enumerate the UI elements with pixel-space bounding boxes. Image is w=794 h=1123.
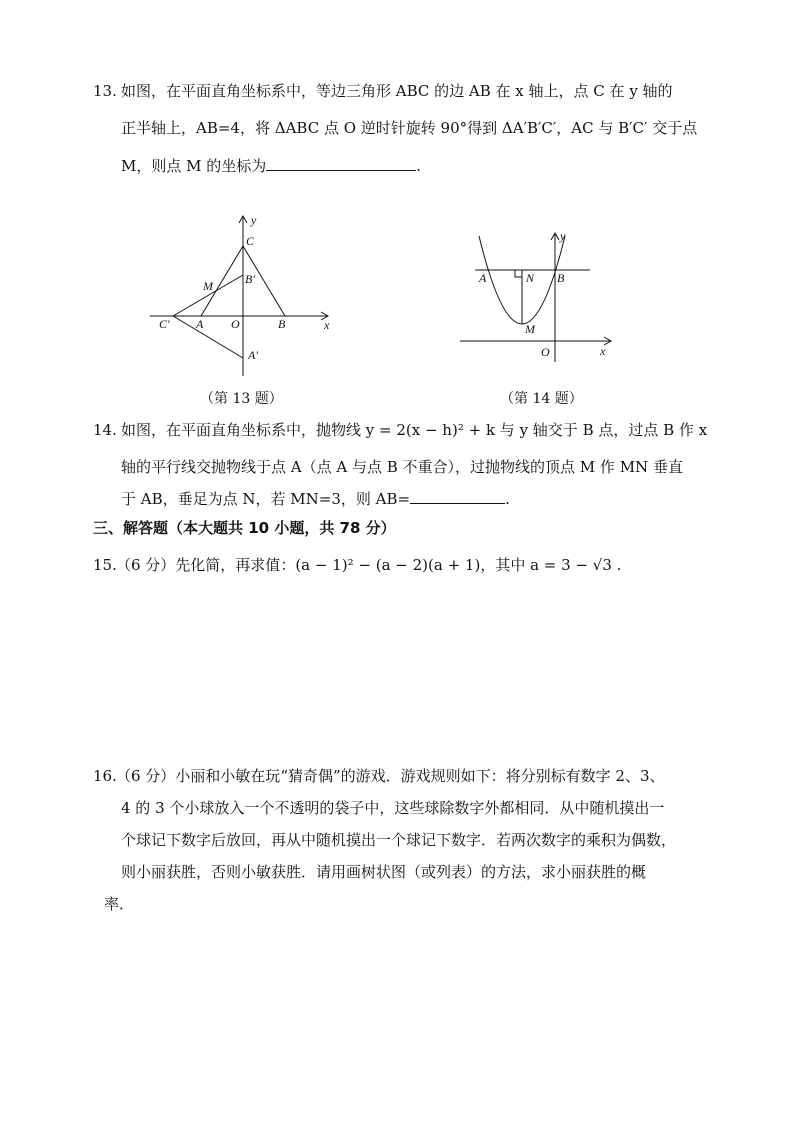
fig14-label-O: O xyxy=(541,345,550,359)
fig13-label-B: B xyxy=(278,317,286,331)
q16-line3: 个球记下数字后放回，再从中随机摸出一个球记下数字．若两次数字的乘积为偶数， xyxy=(121,831,677,849)
fig14-label-x: x xyxy=(600,344,606,358)
q14-line3: 于 AB，垂足为点 N，若 MN=3，则 AB= xyxy=(121,490,411,508)
fig13-label-B1: B′ xyxy=(245,272,255,286)
fig13-label-M: M xyxy=(203,279,213,293)
q14-line2: 轴的平行线交抛物线于点 A（点 A 与点 B 不重合），过抛物线的顶点 M 作 MN 垂直 xyxy=(121,458,683,476)
figure-13-caption: （第 13 题） xyxy=(200,391,283,407)
q13-number: 13. xyxy=(93,82,117,100)
fig14-label-N: N xyxy=(526,271,535,285)
fig14-label-A: A xyxy=(479,271,487,285)
q13-line3: M，则点 M 的坐标为 xyxy=(121,157,267,175)
q14-line3-row xyxy=(121,487,510,510)
fig14-label-y: y xyxy=(560,229,566,243)
q16-line1: （6 分）小丽和小敏在玩“猜奇偶”的游戏．游戏规则如下：将分别标有数字 2、3、 xyxy=(116,767,665,785)
q13-answer-blank[interactable] xyxy=(266,154,416,171)
fig13-label-A1: A′ xyxy=(248,348,258,362)
figure-14-caption: （第 14 题） xyxy=(500,391,583,407)
fig13-label-A: A xyxy=(196,317,204,331)
figure-14 xyxy=(455,228,615,363)
q15-number: 15. xyxy=(93,556,117,574)
section-3-heading: 三、解答题（本大题共 10 小题，共 78 分） xyxy=(93,519,396,537)
q14-answer-blank[interactable] xyxy=(410,487,505,504)
q16-number: 16. xyxy=(93,767,117,785)
q16-line2: 4 的 3 个小球放入一个不透明的袋子中，这些球除数字外都相同．从中随机摸出一 xyxy=(121,799,665,817)
fig13-label-C: C xyxy=(246,234,255,248)
q16-line5: 率． xyxy=(104,895,135,913)
q13-line2: 正半轴上，AB=4，将 ΔABC 点 O 逆时针旋转 90°得到 ΔA′B′C′，AC 与 B′C′ 交于点 xyxy=(121,119,698,137)
fig13-label-O: O xyxy=(231,317,240,331)
fig13-label-x: x xyxy=(324,318,330,332)
fig14-label-B: B xyxy=(557,271,565,285)
q13-line3-end: . xyxy=(416,157,422,175)
q16-line4: 则小丽获胜，否则小敏获胜．请用画树状图（或列表）的方法，求小丽获胜的概 xyxy=(121,863,647,881)
fig13-label-C1: C′ xyxy=(159,317,170,331)
figure-13 xyxy=(145,210,345,380)
q13-line1: 如图，在平面直角坐标系中，等边三角形 ABC 的边 AB 在 x 轴上，点 C 在 y 轴的 xyxy=(121,82,673,100)
q15-text: （6 分）先化简，再求值：(a − 1)² − (a − 2)(a + 1)，其中 a = 3 − √3 . xyxy=(116,556,622,574)
q14-line3-end: . xyxy=(505,490,510,508)
fig14-right-angle-mark xyxy=(515,270,522,277)
q14-number: 14. xyxy=(93,421,117,439)
fig14-label-M: M xyxy=(525,322,535,336)
q13-line3-row xyxy=(121,154,421,177)
q14-line1: 如图，在平面直角坐标系中，抛物线 y = 2(x − h)² + k 与 y 轴交于 B 点，过点 B 作 x xyxy=(121,421,708,439)
fig13-label-y: y xyxy=(251,213,257,227)
